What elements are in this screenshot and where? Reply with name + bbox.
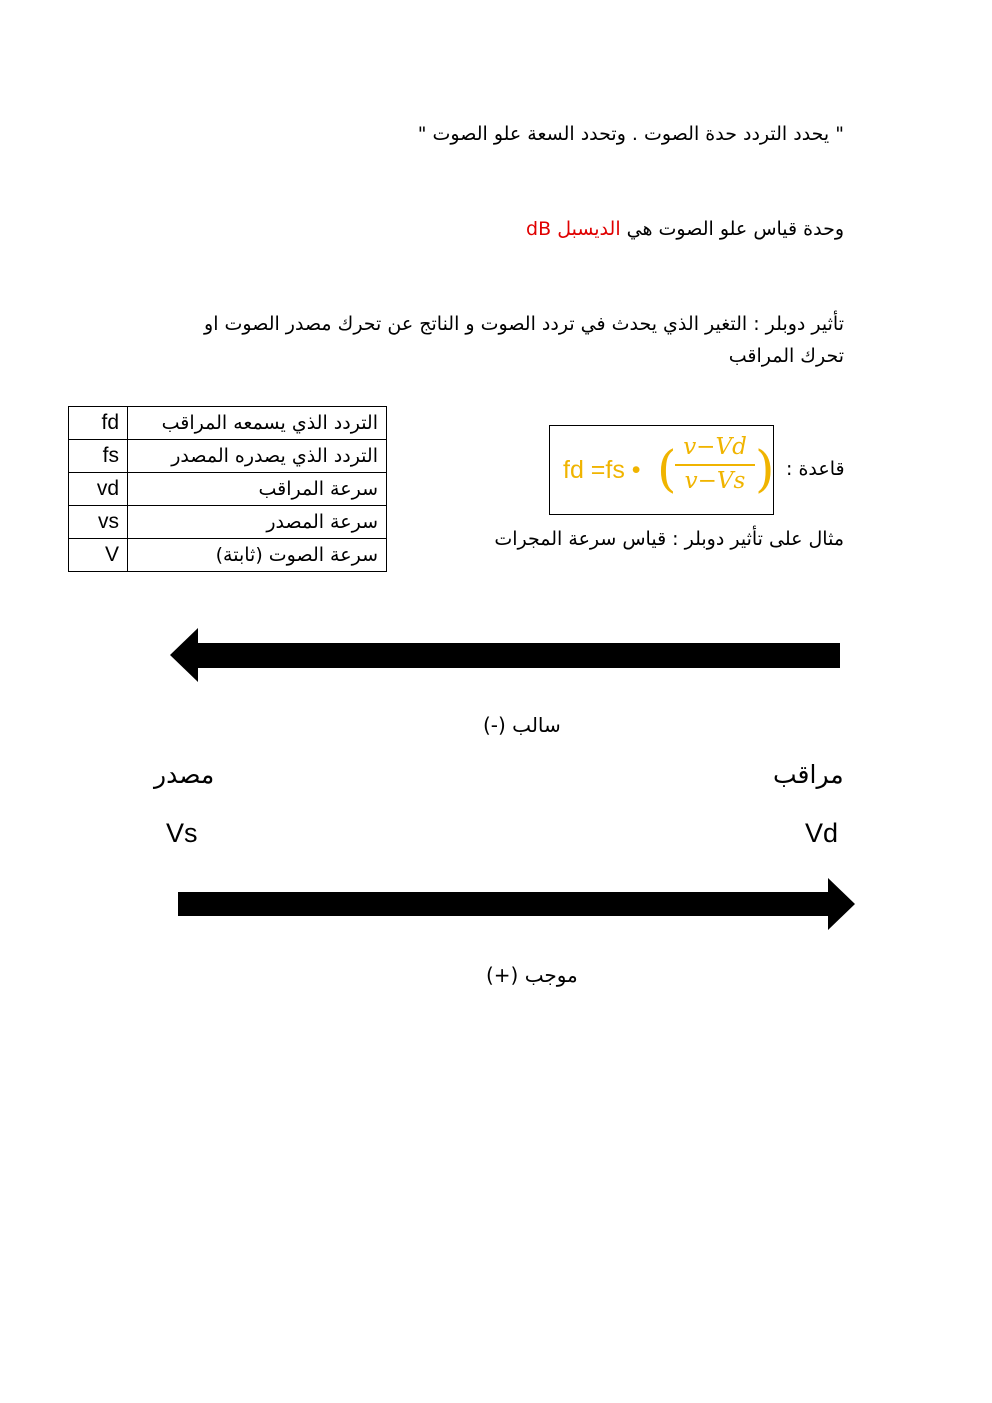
table-row: [69, 473, 387, 506]
table-symbol: V: [69, 539, 128, 572]
doppler-formula-box: [549, 425, 774, 515]
formula-open-paren: (: [657, 440, 677, 498]
table-description: التردد الذي يصدره المصدر: [128, 440, 387, 473]
doppler-definition-text: تأثير دوبلر : التغير الذي يحدث في تردد الصوت و الناتج عن تحرك مصدر الصوت او تحرك المراقب: [204, 313, 844, 367]
table-symbol: fd: [69, 407, 128, 440]
positive-label: موجب (+): [486, 963, 578, 987]
table-symbol: vd: [69, 473, 128, 506]
table-row: [69, 539, 387, 572]
formula-label: قاعدة :: [786, 458, 845, 480]
formula-denominator: v−Vs: [684, 468, 746, 494]
source-velocity: Vs: [166, 818, 198, 848]
table-description: التردد الذي يسمعه المراقب: [128, 407, 387, 440]
observer-label: مراقب: [773, 760, 844, 789]
table-row: [69, 506, 387, 539]
table-symbol: vs: [69, 506, 128, 539]
doppler-example: [494, 523, 844, 555]
table-description: سرعة الصوت (ثابتة): [128, 539, 387, 572]
source-label: مصدر: [154, 760, 215, 789]
table-description: سرعة المراقب: [128, 473, 387, 506]
left-arrow-icon: [170, 628, 842, 684]
negative-label: سالب (-): [483, 713, 561, 737]
doppler-example-text: مثال على تأثير دوبلر : قياس سرعة المجرات: [494, 528, 844, 550]
formula-close-paren: ): [755, 440, 775, 498]
doppler-definition: [204, 308, 844, 372]
formula-left-side: fd =fs •: [563, 456, 641, 484]
observer-velocity: Vd: [805, 818, 839, 848]
line-pitch-amplitude: [418, 118, 844, 150]
table-row: [69, 440, 387, 473]
decibel-highlight: الديسبل dB: [526, 218, 621, 240]
table-row: [69, 407, 387, 440]
line-loudness-unit: [526, 213, 844, 245]
formula-numerator: v−Vd: [683, 434, 747, 460]
fraction-bar: [675, 464, 755, 466]
variables-table: [68, 406, 387, 572]
table-description: سرعة المصدر: [128, 506, 387, 539]
formula-fraction: [675, 434, 755, 494]
loudness-unit-prefix: وحدة قياس علو الصوت هي: [620, 218, 844, 240]
table-symbol: fs: [69, 440, 128, 473]
pitch-text: " يحدد التردد حدة الصوت . وتحدد السعة علو الصوت ": [417, 123, 844, 145]
right-arrow-icon: [178, 878, 856, 932]
